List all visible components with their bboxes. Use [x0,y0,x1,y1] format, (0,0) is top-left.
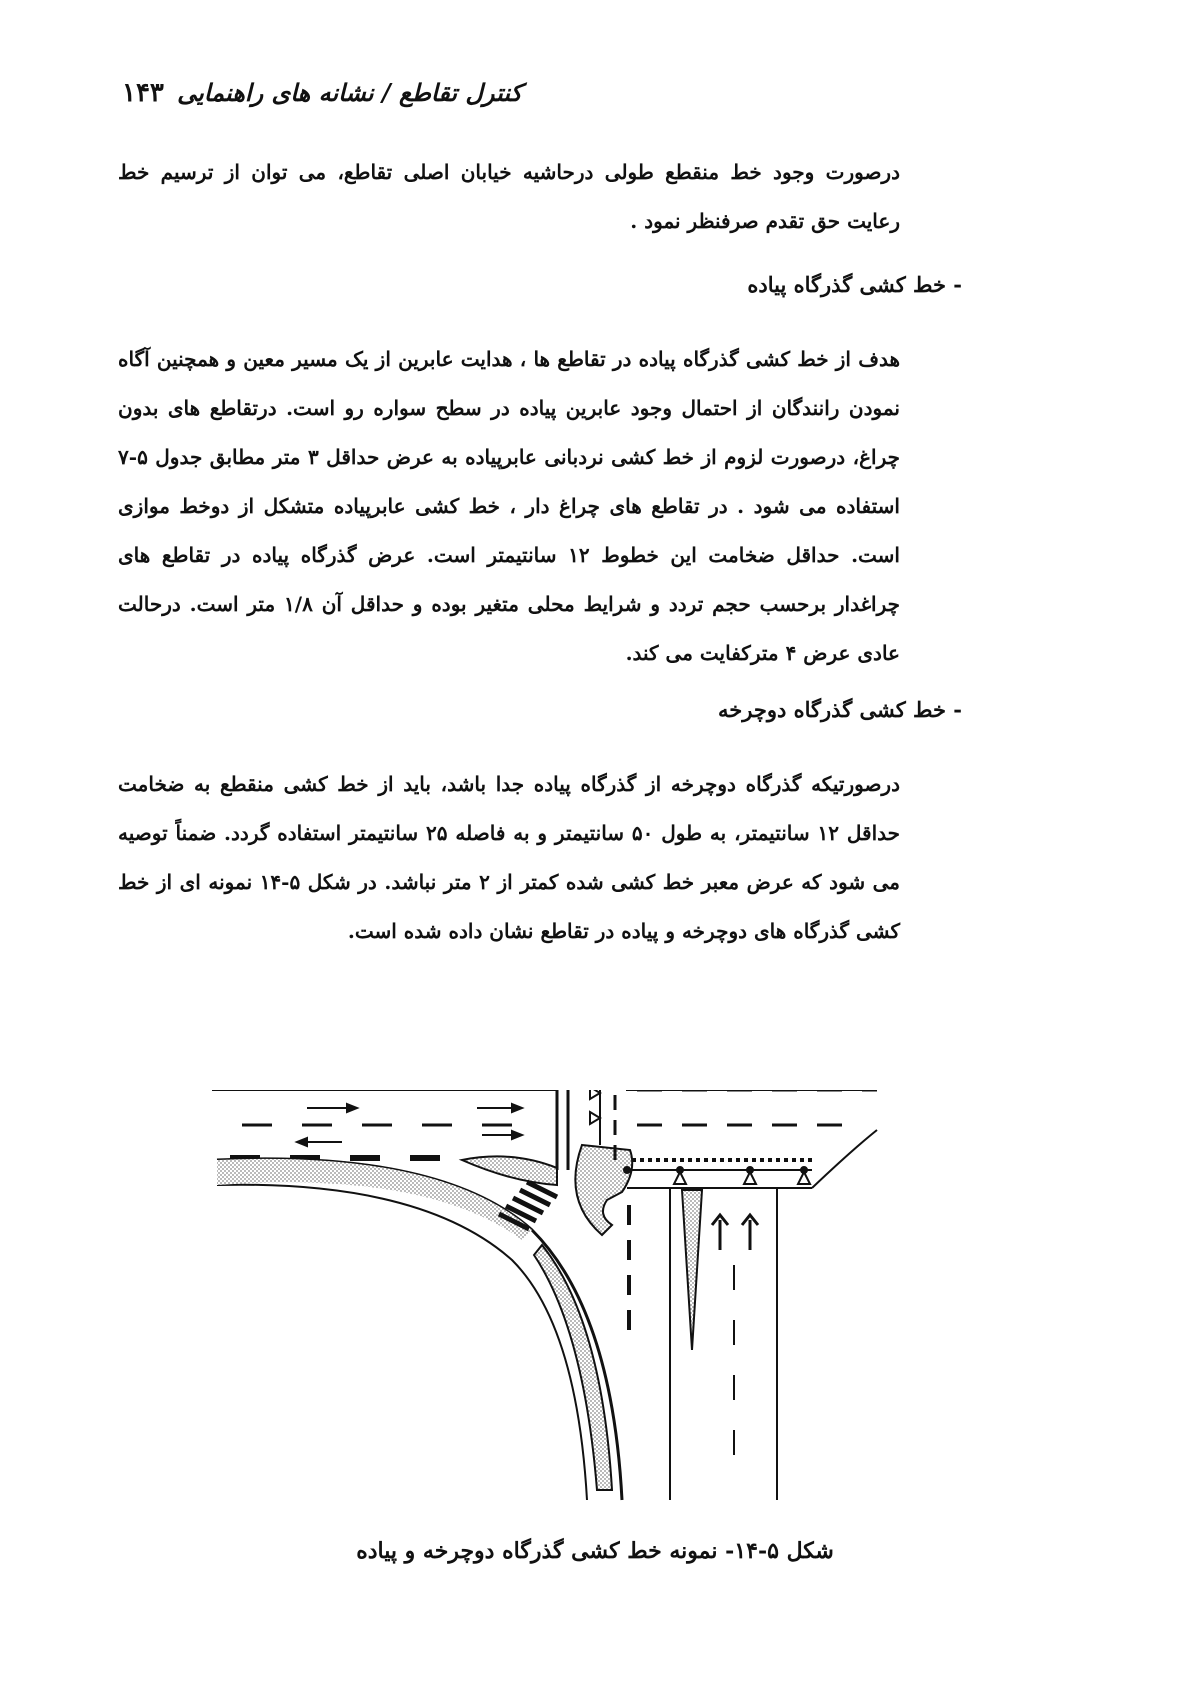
traffic-island-corner [575,1145,632,1235]
page-number: ۱۴۳ [122,78,164,108]
running-title: کنترل تقاطع / نشانه های راهنمایی [177,78,522,107]
traffic-island-curve [534,1245,612,1490]
median-wedge [682,1190,702,1350]
paragraph-pedestrian-crossing: هدف از خط کشی گذرگاه پیاده در تقاطع ها ، هدایت عابرین از یک مسیر معین و همچنین آگاه نمودن رانندگان از احتمال وجود عابرین پیاده در سطح سواره رو است. درتقاطع های بدون چراغ، درصورت لزوم از خط کشی نردبانی عابرپیاده به عرض حداقل ۳ متر مطابق جدول ۵-۷ استفاده می شود . در تقاطع های چراغ دار ، خط کشی عابرپیاده متشکل از دوخط موازی است. حداقل ضخامت این خطوط ۱۲ سانتیمتر است. عرض گذرگاه پیاده در تقاطع های چراغدار برحسب حجم تردد و شرایط محلی متغیر بوده و حداقل آن ۱/۸ متر است. درحالت عادی عرض ۴ مترکفایت می کند. [118,347,901,665]
lane-dashes-right [637,1090,877,1125]
paragraph-bicycle-crossing: درصورتیکه گذرگاه دوچرخه از گذرگاه پیاده جدا باشد، باید از خط کشی منقطع به ضخامت حداقل ۱۲ سانتیمتر، به طول ۵۰ سانتیمتر و به فاصله ۲۵ سانتیمتر استفاده گردد. ضمناً توصیه می شود که عرض معبر خط کشی شده کمتر از ۲ متر نباشد. در شکل ۵-۱۴ نمونه ای از خط کشی گذرگاه های دوچرخه و پیاده در تقاطع نشان داده شده است. [118,772,901,943]
road-edge-curve-right [812,1130,877,1188]
paragraph-yield-line: درصورت وجود خط منقطع طولی درحاشیه خیابان اصلی تقاطع، می توان از ترسیم خط رعایت حق تقدم صرفنظر نمود . [118,160,900,233]
curve-inner [217,1185,587,1500]
curve-outer [217,1159,622,1500]
lane-arrow-icon [712,1215,758,1250]
page-header [122,78,522,118]
figure-caption: شکل ۵-۱۴- نمونه خط کشی گذرگاه دوچرخه و پیاده [356,1538,834,1564]
heading-bicycle-crossing: - خط کشی گذرگاه دوچرخه [718,697,962,722]
heading-pedestrian-crossing: - خط کشی گذرگاه پیاده [747,272,962,297]
signal-icon [590,1090,600,1124]
curve-hatch [217,1159,532,1240]
traffic-island-left [462,1156,557,1185]
intersection-marking-diagram [212,1090,902,1515]
